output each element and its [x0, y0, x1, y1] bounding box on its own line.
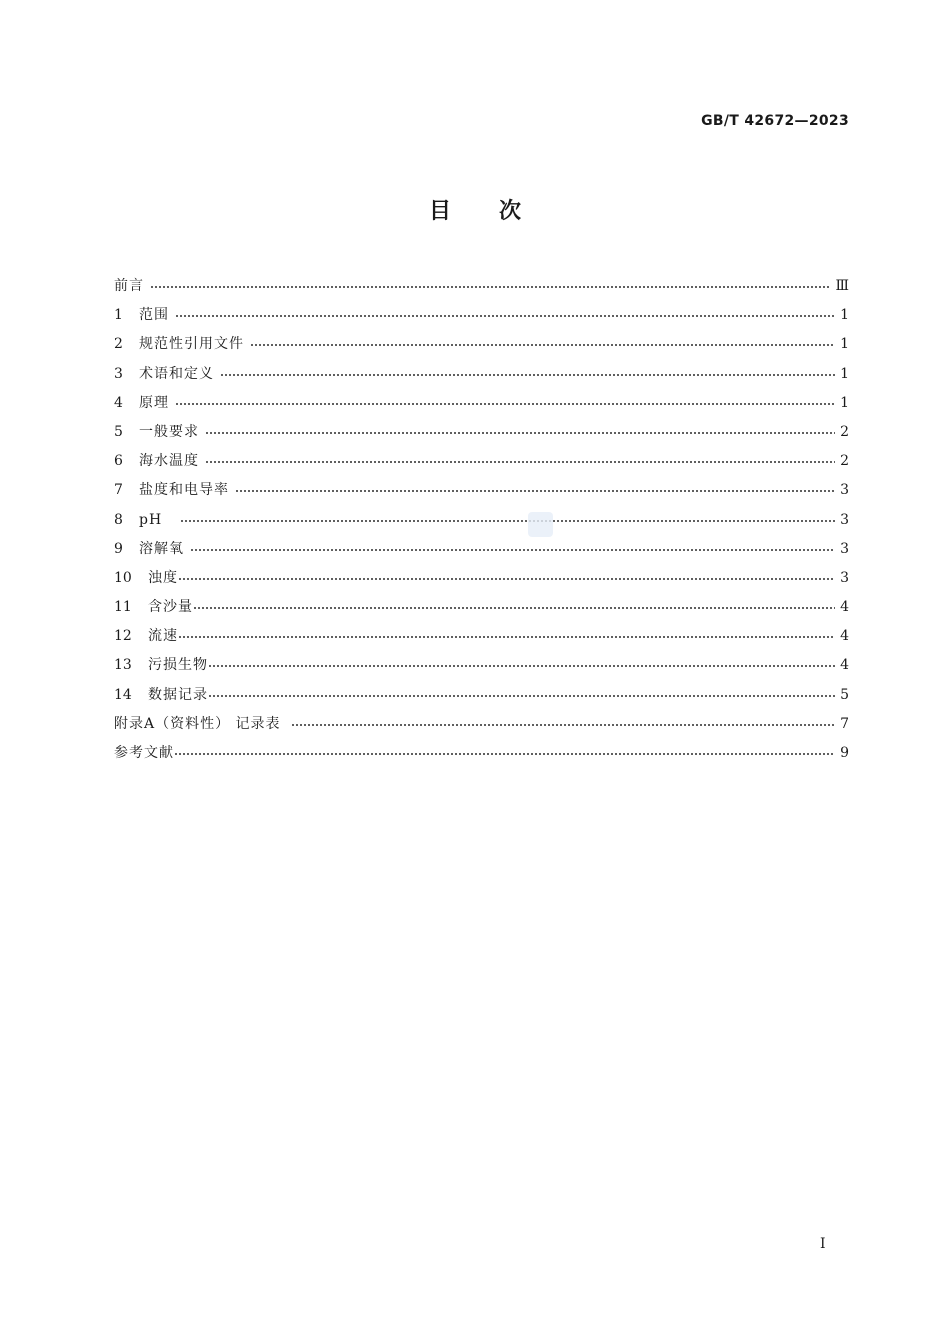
toc-entry-number: 8 — [114, 511, 123, 528]
toc-entry-page: 7 — [840, 715, 849, 732]
toc-leader-dots — [220, 364, 835, 380]
toc-entry-label: 规范性引用文件 — [139, 336, 244, 353]
page-title: 目次 — [428, 199, 569, 224]
toc-leader-dots — [180, 510, 835, 526]
toc-entry-9[interactable] — [114, 537, 849, 566]
toc-entry-label: 含沙量 — [148, 599, 193, 616]
toc-entry-number: 7 — [114, 482, 123, 499]
toc-leader-dots — [235, 480, 835, 496]
toc-entry-page: 4 — [840, 657, 849, 674]
toc-entry-label: 污损生物 — [148, 657, 208, 674]
toc-leader-dots — [174, 743, 835, 759]
toc-entry-2[interactable] — [114, 332, 849, 361]
toc-entry-page: 3 — [840, 482, 849, 499]
toc-entry-page: 2 — [840, 453, 849, 470]
toc-entry-page: 1 — [840, 336, 849, 353]
toc-entry-14[interactable] — [114, 683, 849, 712]
toc-entry-page: 1 — [840, 394, 849, 411]
toc-entry-label: 流速 — [148, 628, 178, 645]
toc-entry-page: 1 — [840, 307, 849, 324]
toc-entry-13[interactable] — [114, 653, 849, 682]
toc-leader-dots — [193, 597, 835, 613]
toc-entry-number: 1 — [114, 307, 123, 324]
toc-entry-page: 9 — [840, 745, 849, 761]
toc-entry-number: 13 — [114, 657, 132, 674]
toc-entry-label: 前言 — [114, 278, 144, 294]
toc-entry-number: 3 — [114, 365, 123, 382]
toc-leader-dots — [205, 422, 835, 438]
toc-entry-page: 3 — [840, 569, 849, 586]
toc-entry-1[interactable] — [114, 303, 849, 332]
toc-entry-number: 2 — [114, 336, 123, 353]
toc-entry-page: 4 — [840, 628, 849, 645]
toc-entry-page: 1 — [840, 365, 849, 382]
watermark-logo-icon — [528, 512, 553, 537]
toc-entry-page: 2 — [840, 423, 849, 440]
toc-entry-label: 盐度和电导率 — [139, 482, 229, 499]
toc-leader-dots — [150, 276, 831, 292]
toc-entry-number: 6 — [114, 453, 123, 470]
table-of-contents — [114, 274, 849, 770]
toc-entry-11[interactable] — [114, 595, 849, 624]
toc-entry-6[interactable] — [114, 449, 849, 478]
toc-entry-label: 参考文献 — [114, 745, 174, 761]
toc-entry-page: 5 — [840, 686, 849, 703]
toc-entry-label: 范围 — [139, 307, 169, 324]
toc-leader-dots — [291, 714, 835, 730]
toc-leader-dots — [178, 568, 835, 584]
toc-entry-number: 5 — [114, 423, 123, 440]
toc-leader-dots — [208, 685, 835, 701]
toc-entry-number: 9 — [114, 540, 123, 557]
toc-entry-label: 原理 — [139, 394, 169, 411]
toc-entry-foreword[interactable] — [114, 274, 849, 303]
toc-leader-dots — [175, 393, 835, 409]
toc-entry-number: 4 — [114, 394, 123, 411]
toc-leader-dots — [178, 626, 835, 642]
toc-entry-page: Ⅲ — [835, 278, 849, 294]
toc-leader-dots — [208, 655, 835, 671]
toc-entry-number: 12 — [114, 628, 132, 645]
toc-entry-appendix-a[interactable] — [114, 712, 849, 741]
toc-entry-bibliography[interactable] — [114, 741, 849, 770]
toc-leader-dots — [175, 305, 835, 321]
toc-entry-label: 术语和定义 — [139, 365, 214, 382]
toc-leader-dots — [190, 539, 835, 555]
toc-entry-number: 14 — [114, 686, 132, 703]
toc-entry-5[interactable] — [114, 420, 849, 449]
toc-entry-label: 浊度 — [148, 569, 178, 586]
toc-entry-label: 数据记录 — [148, 686, 208, 703]
toc-leader-dots — [250, 334, 835, 350]
toc-entry-10[interactable] — [114, 566, 849, 595]
toc-entry-number: 11 — [114, 599, 132, 616]
toc-entry-4[interactable] — [114, 391, 849, 420]
standard-code: GB/T 42672—2023 — [701, 113, 849, 129]
page-number: Ⅰ — [820, 1236, 826, 1252]
toc-entry-label: 附录A（资料性） 记录表 — [114, 715, 281, 732]
toc-entry-label: 溶解氧 — [139, 540, 184, 557]
toc-entry-3[interactable] — [114, 362, 849, 391]
toc-entry-12[interactable] — [114, 624, 849, 653]
toc-entry-label: pH — [139, 511, 163, 528]
toc-entry-7[interactable] — [114, 478, 849, 507]
toc-leader-dots — [205, 451, 835, 467]
toc-entry-page: 3 — [840, 540, 849, 557]
toc-entry-page: 4 — [840, 599, 849, 616]
toc-entry-label: 一般要求 — [139, 423, 199, 440]
toc-entry-8[interactable] — [114, 508, 849, 537]
toc-entry-label: 海水温度 — [139, 453, 199, 470]
toc-entry-page: 3 — [840, 511, 849, 528]
toc-entry-number: 10 — [114, 569, 132, 586]
